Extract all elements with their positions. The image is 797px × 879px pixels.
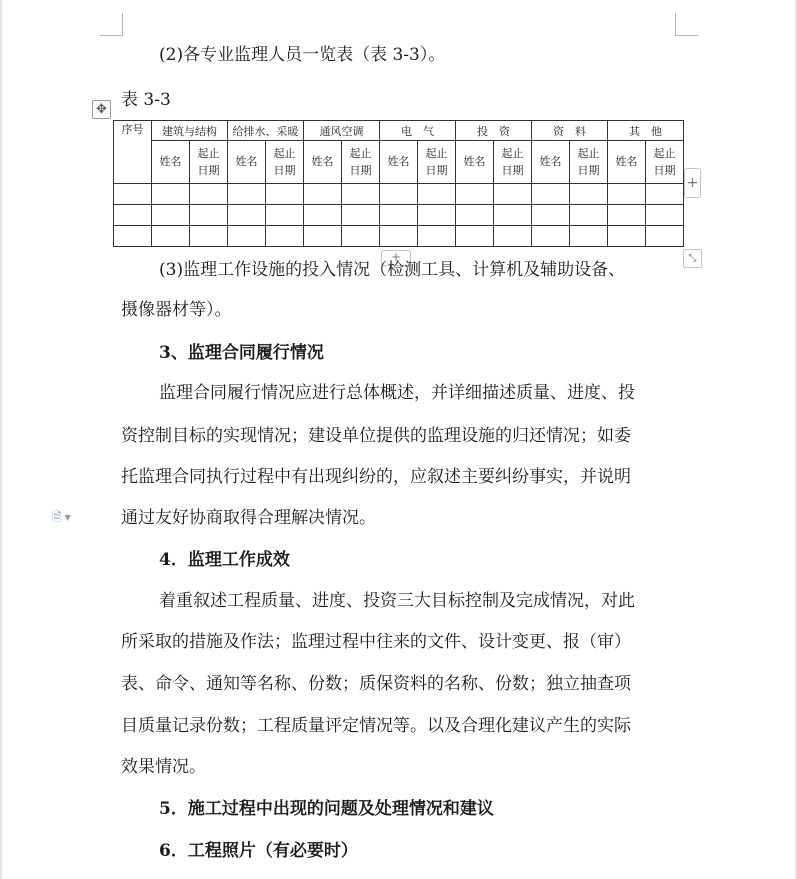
table-cell[interactable] [608, 226, 646, 247]
table-row [114, 184, 684, 205]
table-cell[interactable] [342, 226, 380, 247]
section-4-body-line: 所采取的措施及作法；监理过程中往来的文件、设计变更、报（审） [121, 632, 631, 652]
table-cell[interactable] [190, 205, 228, 226]
table-cell[interactable] [494, 205, 532, 226]
page-margin-corner-top-left [100, 13, 123, 36]
table-cell[interactable] [570, 226, 608, 247]
table-cell[interactable] [418, 205, 456, 226]
table-subheader-name[interactable]: 姓名 [532, 141, 570, 184]
table-header-seq[interactable]: 序号 [114, 121, 152, 184]
table-cell[interactable] [494, 226, 532, 247]
date-line-2: 日期 [273, 163, 296, 177]
table-cell[interactable] [190, 184, 228, 205]
section-5-title: 5．施工过程中出现的问题及处理情况和建议 [159, 799, 494, 819]
date-line-2: 日期 [197, 163, 220, 177]
table-cell[interactable] [228, 184, 266, 205]
table-cell[interactable] [570, 184, 608, 205]
section-6-title: 6．工程照片（有必要时） [159, 841, 358, 861]
table-header-group[interactable]: 电 气 [380, 121, 456, 141]
date-line-2: 日期 [349, 163, 372, 177]
date-line-2: 日期 [577, 163, 600, 177]
table-cell[interactable] [380, 205, 418, 226]
section-3-body-line: 资控制目标的实现情况；建设单位提供的监理设施的归还情况；如委 [121, 426, 631, 446]
table-cell[interactable] [646, 184, 684, 205]
section-4-body-line: 表、命令、通知等名称、份数；质保资料的名称、份数；独立抽查项 [121, 674, 631, 694]
section-4-body-line: 着重叙述工程质量、进度、投资三大目标控制及完成情况，对此 [159, 591, 635, 611]
section-3-body-line: 通过友好协商取得合理解决情况。 [121, 508, 376, 528]
date-line-1: 起止 [653, 146, 676, 160]
item-3-2: (2)各专业监理人员一览表（表 3-3）。 [159, 45, 446, 65]
table-cell[interactable] [152, 205, 190, 226]
table-subheader-name[interactable]: 姓名 [152, 141, 190, 184]
date-line-2: 日期 [501, 163, 524, 177]
table-cell[interactable] [304, 205, 342, 226]
table-header-group[interactable]: 通风空调 [304, 121, 380, 141]
table-caption: 表 3-3 [121, 90, 171, 110]
date-line-2: 日期 [425, 163, 448, 177]
table-cell[interactable] [418, 226, 456, 247]
table-cell[interactable] [418, 184, 456, 205]
item-3-3-line-1: (3)监理工作设施的投入情况（检测工具、计算机及辅助设备、 [159, 260, 626, 280]
table-cell[interactable] [342, 184, 380, 205]
table-cell[interactable] [608, 205, 646, 226]
table-cell[interactable] [114, 205, 152, 226]
table-header-group[interactable]: 其 他 [608, 121, 684, 141]
table-subheader-date[interactable] [190, 141, 228, 184]
table-cell[interactable] [380, 226, 418, 247]
section-4-title: 4．监理工作成效 [159, 550, 290, 570]
table-subheader-date[interactable] [342, 141, 380, 184]
table-cell[interactable] [190, 226, 228, 247]
table-header-group[interactable]: 资 料 [532, 121, 608, 141]
table-cell[interactable] [532, 226, 570, 247]
add-column-button[interactable]: + [684, 168, 701, 198]
table-cell[interactable] [266, 226, 304, 247]
table-cell[interactable] [570, 205, 608, 226]
table-subheader-name[interactable]: 姓名 [304, 141, 342, 184]
table-cell[interactable] [114, 226, 152, 247]
table-cell[interactable] [304, 184, 342, 205]
table-row [114, 205, 684, 226]
table-cell[interactable] [646, 205, 684, 226]
table-cell[interactable] [456, 184, 494, 205]
add-row-button[interactable]: + [381, 250, 411, 266]
section-3-title: 3、监理合同履行情况 [159, 343, 324, 363]
table-cell[interactable] [342, 205, 380, 226]
table-cell[interactable] [646, 226, 684, 247]
date-line-1: 起止 [425, 146, 448, 160]
table-cell[interactable] [152, 184, 190, 205]
section-4-body-line: 效果情况。 [121, 757, 206, 777]
table-resize-handle-icon[interactable]: ⤡ [683, 249, 702, 268]
table-move-handle-icon[interactable]: ✥ [92, 100, 111, 119]
paragraph-options-icon[interactable]: 🗎 ▼ [52, 510, 71, 524]
table-cell[interactable] [228, 226, 266, 247]
table-cell[interactable] [304, 226, 342, 247]
date-line-1: 起止 [501, 146, 524, 160]
table-cell[interactable] [266, 184, 304, 205]
item-3-3-line-2: 摄像器材等）。 [121, 300, 232, 320]
date-line-1: 起止 [197, 146, 220, 160]
staff-table [113, 120, 684, 247]
table-cell[interactable] [456, 205, 494, 226]
table-cell[interactable] [152, 226, 190, 247]
chevron-down-icon: ▼ [64, 512, 71, 522]
table-header-group[interactable]: 投 资 [456, 121, 532, 141]
table-header-group[interactable]: 建筑与结构 [152, 121, 228, 141]
table-subheader-date[interactable] [570, 141, 608, 184]
table-cell[interactable] [114, 184, 152, 205]
table-subheader-date[interactable] [494, 141, 532, 184]
page-margin-corner-top-right [675, 13, 698, 36]
date-line-1: 起止 [273, 146, 296, 160]
table-header-group[interactable]: 给排水、采暖 [228, 121, 304, 141]
table-cell[interactable] [228, 205, 266, 226]
section-4-body-line: 目质量记录份数；工程质量评定情况等。以及合理化建议产生的实际 [121, 716, 631, 736]
table-subheader-date[interactable] [266, 141, 304, 184]
table-subheader-name[interactable]: 姓名 [228, 141, 266, 184]
table-cell[interactable] [456, 226, 494, 247]
table-cell[interactable] [532, 205, 570, 226]
date-line-2: 日期 [653, 163, 676, 177]
date-line-1: 起止 [349, 146, 372, 160]
table-subheader-date[interactable] [418, 141, 456, 184]
table-cell[interactable] [608, 184, 646, 205]
section-3-body-line: 监理合同履行情况应进行总体概述，并详细描述质量、进度、投 [159, 383, 635, 403]
date-line-1: 起止 [577, 146, 600, 160]
table-cell[interactable] [380, 184, 418, 205]
page-edge-left [0, 0, 2, 879]
table-subheader-name[interactable]: 姓名 [608, 141, 646, 184]
table-cell[interactable] [532, 184, 570, 205]
table-subheader-name[interactable]: 姓名 [456, 141, 494, 184]
table-subheader-date[interactable] [646, 141, 684, 184]
table-cell[interactable] [494, 184, 532, 205]
table-subheader-name[interactable]: 姓名 [380, 141, 418, 184]
section-3-body-line: 托监理合同执行过程中有出现纠纷的，应叙述主要纠纷事实，并说明 [121, 467, 631, 487]
table-row [114, 226, 684, 247]
table-cell[interactable] [266, 205, 304, 226]
